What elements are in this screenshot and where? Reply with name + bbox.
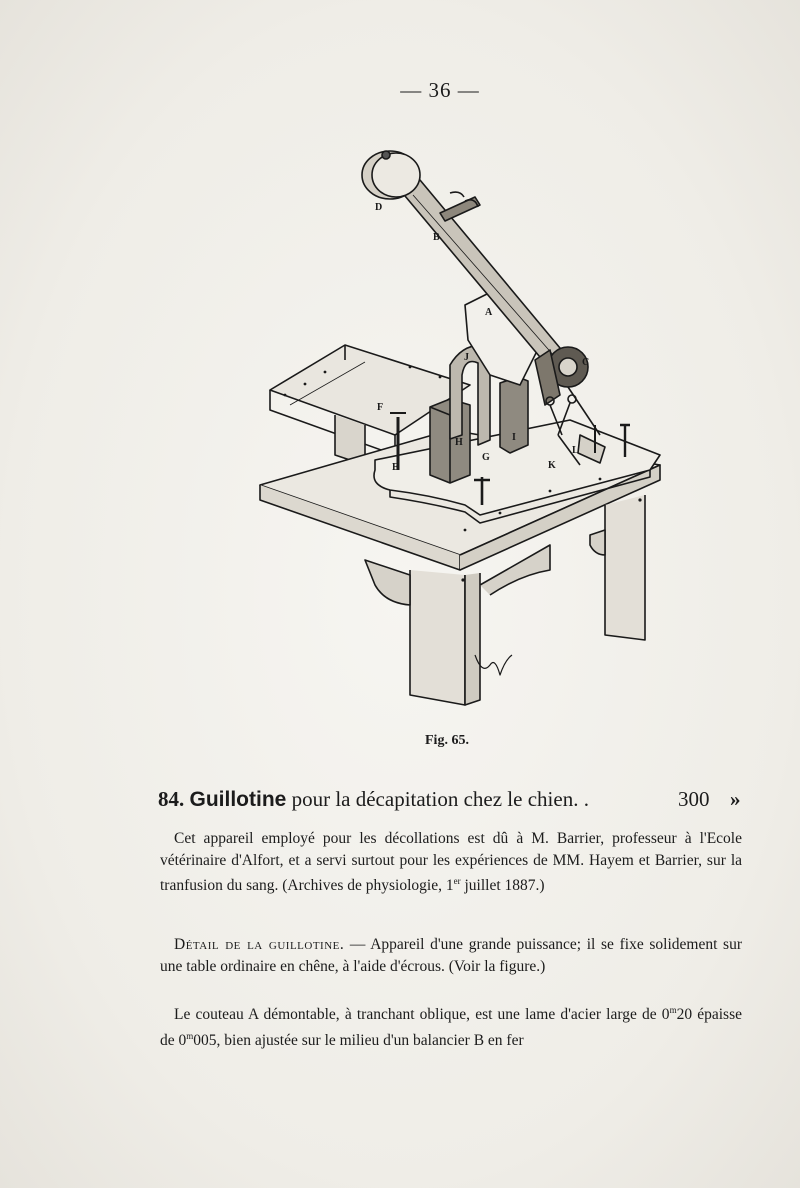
figure-label-k: K: [548, 460, 556, 471]
figure-label-g: G: [482, 452, 490, 463]
p1-superscript: er: [453, 876, 461, 886]
entry-number: 84.: [158, 787, 185, 811]
figure-caption: Fig. 65.: [425, 733, 469, 748]
p3-text-c: 005, bien ajustée sur le milieu d'un balancier B en fer: [193, 1031, 524, 1049]
figure-label-c: C: [582, 357, 590, 368]
blade-paragraph: [160, 1000, 742, 1051]
catalog-entry: [158, 786, 748, 813]
figure-label-h: H: [455, 437, 463, 448]
p3-text-a: Le couteau A démontable, à tranchant oblique, est une lame d'acier large de 0: [174, 1006, 670, 1024]
figure-label-b: B: [433, 232, 440, 243]
entry-price: 300: [678, 787, 710, 811]
entry-keyword: Guillotine: [189, 788, 287, 811]
p1-text: Cet appareil employé pour les décollations est dû à M. Barrier, professeur à l'Ecole vétérinaire d'Alfort, et a servi surtout pour les expériences de MM. Hayem et Barrier, sur la tranfusion du sang. (Archives de physiologie, 1: [160, 830, 742, 895]
figure-label-f: F: [377, 402, 384, 413]
guillotine-illustration: [250, 135, 690, 715]
detail-body: — Appareil d'une grande puissance; il se fixe solidement sur une table ordinaire en chêne, à l'aide d'écrous. (Voir la figure.): [160, 936, 742, 975]
p3-sup-2: m: [186, 1030, 194, 1041]
description-paragraph: [160, 828, 742, 897]
figure-label-d: D: [375, 202, 383, 213]
figure-label-e: E: [392, 462, 399, 473]
entry-price-mark: »: [730, 787, 741, 811]
p3-sup-1: m: [669, 1005, 677, 1015]
figure-label-l: L: [572, 445, 579, 456]
figure-label-a: A: [485, 307, 493, 318]
page-number: — 36 —: [400, 78, 480, 102]
p1-end: juillet 1887.): [460, 877, 545, 895]
figure-label-i: I: [512, 432, 516, 443]
figure-label-j: J: [464, 352, 469, 363]
entry-title: pour la décapitation chez le chien. .: [286, 787, 589, 811]
p3-text-b: 20 épaisse de 0: [160, 1006, 742, 1049]
detail-paragraph: [160, 934, 742, 977]
detail-heading: Détail de la guillotine.: [174, 936, 345, 953]
